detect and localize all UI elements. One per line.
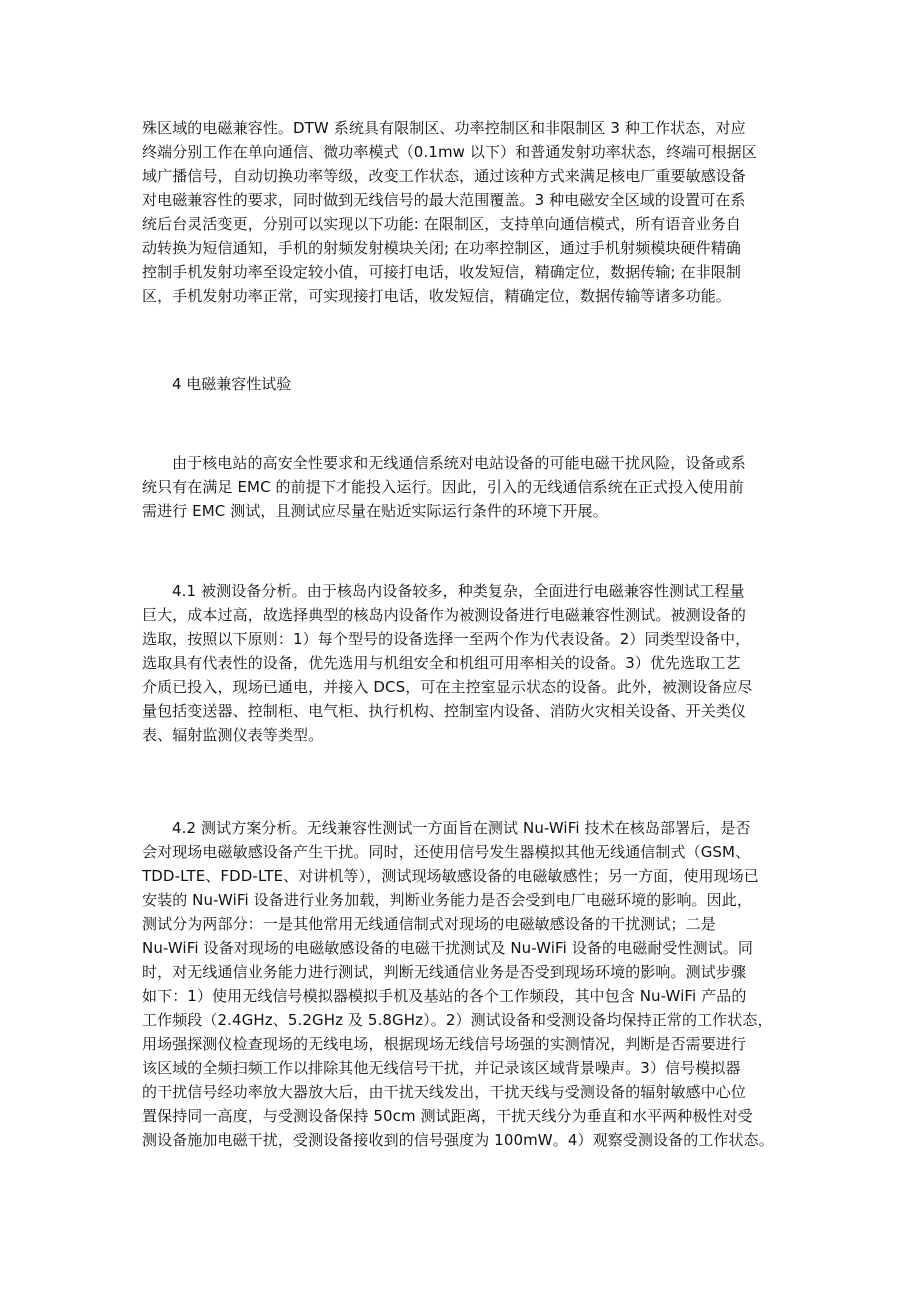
text-line: 会对现场电磁敏感设备产生干扰。同时，还使用信号发生器模拟其他无线通信制式（GSM、 bbox=[142, 843, 751, 861]
text-line: 区，手机发射功率正常，可实现接打电话，收发短信，精确定位，数据传输等诸多功能。 bbox=[142, 287, 731, 305]
text-line: 表、辐射监测仪表等类型。 bbox=[142, 726, 324, 744]
text-line: 选取，按照以下原则：1）每个型号的设备选择一至两个作为代表设备。2）同类型设备中， bbox=[142, 630, 751, 648]
text-line: 需进行 EMC 测试，且测试应尽量在贴近实际运行条件的环境下开展。 bbox=[142, 502, 608, 520]
text-line: 的干扰信号经功率放大器放大后，由干扰天线发出，干扰天线与受测设备的辐射敏感中心位 bbox=[142, 1083, 747, 1101]
text-line: 对电磁兼容性的要求，同时做到无线信号的最大范围覆盖。3 种电磁安全区域的设置可在系 bbox=[142, 191, 746, 209]
text-line: 测设备施加电磁干扰，受测设备接收到的信号强度为 100mW。4）观察受测设备的工作状态。 bbox=[142, 1131, 774, 1149]
section-heading-4: 4 电磁兼容性试验 bbox=[172, 375, 292, 393]
paragraph-safety-zones bbox=[142, 116, 782, 308]
text-line: 动转换为短信通知，手机的射频发射模块关闭; 在功率控制区，通过手机射频模块硬件精确 bbox=[142, 239, 741, 257]
text-line: 由于核电站的高安全性要求和无线通信系统对电站设备的可能电磁干扰风险，设备或系 bbox=[172, 454, 746, 472]
text-line: 殊区域的电磁兼容性。DTW 系统具有限制区、功率控制区和非限制区 3 种工作状态，对应 bbox=[142, 119, 746, 137]
text-line: 工作频段（2.4GHz、5.2GHz 及 5.8GHz）。2）测试设备和受测设备均保持正常的工作状态， bbox=[142, 1011, 773, 1029]
paragraph-4-1-device-analysis bbox=[142, 579, 782, 747]
text-line: 用场强探测仪检查现场的无线电场，根据现场无线信号场强的实测情况，判断是否需要进行 bbox=[142, 1035, 747, 1053]
text-line: 测试分为两部分：一是其他常用无线通信制式对现场的电磁敏感设备的干扰测试；二是 bbox=[142, 915, 716, 933]
text-line: 量包括变送器、控制柜、电气柜、执行机构、控制室内设备、消防火灾相关设备、开关类仪 bbox=[142, 702, 747, 720]
text-line: 4.1 被测设备分析。由于核岛内设备较多，种类复杂，全面进行电磁兼容性测试工程量 bbox=[172, 582, 745, 600]
text-line: 终端分别工作在单向通信、微功率模式（0.1mw 以下）和普通发射功率状态，终端可根据区 bbox=[142, 143, 757, 161]
paragraph-4-2-test-plan bbox=[142, 816, 782, 1152]
text-line: 巨大，成本过高，故选择典型的核岛内设备作为被测设备进行电磁兼容性测试。被测设备的 bbox=[142, 606, 747, 624]
text-line: 域广播信号，自动切换功率等级，改变工作状态，通过该种方式来满足核电厂重要敏感设备 bbox=[142, 167, 747, 185]
paragraph-emc-intro bbox=[142, 451, 782, 523]
text-line: 统只有在满足 EMC 的前提下才能投入运行。因此，引入的无线通信系统在正式投入使用前 bbox=[142, 478, 744, 496]
text-line: 介质已投入，现场已通电，并接入 DCS，可在主控室显示状态的设备。此外，被测设备应尽 bbox=[142, 678, 753, 696]
text-line: 该区域的全频扫频工作以排除其他无线信号干扰，并记录该区域背景噪声。3）信号模拟器 bbox=[142, 1059, 741, 1077]
text-line: 如下：1）使用无线信号模拟器模拟手机及基站的各个工作频段，其中包含 Nu-WiFi 产品的 bbox=[142, 987, 747, 1005]
text-line: 时，对无线通信业务能力进行测试，判断无线通信业务是否受到现场环境的影响。测试步骤 bbox=[142, 963, 747, 981]
text-line: 4.2 测试方案分析。无线兼容性测试一方面旨在测试 Nu-WiFi 技术在核岛部署后，是否 bbox=[172, 819, 751, 837]
text-line: 置保持同一高度，与受测设备保持 50cm 测试距离，干扰天线分为垂直和水平两种极性对受 bbox=[142, 1107, 753, 1125]
text-line: Nu-WiFi 设备对现场的电磁敏感设备的电磁干扰测试及 Nu-WiFi 设备的电磁耐受性测试。同 bbox=[142, 939, 754, 957]
text-line: 统后台灵活变更，分别可以实现以下功能: 在限制区，支持单向通信模式，所有语音业务自 bbox=[142, 215, 741, 233]
text-line: TDD-LTE、FDD-LTE、对讲机等），测试现场敏感设备的电磁敏感性；另一方面，使用现场已 bbox=[142, 867, 759, 885]
text-line: 选取具有代表性的设备，优先选用与机组安全和机组可用率相关的设备。3）优先选取工艺 bbox=[142, 654, 741, 672]
text-line: 控制手机发射功率至设定较小值，可接打电话，收发短信，精确定位，数据传输; 在非限制 bbox=[142, 263, 741, 281]
text-line: 安装的 Nu-WiFi 设备进行业务加载，判断业务能力是否会受到电厂电磁环境的影响。因此， bbox=[142, 891, 752, 909]
